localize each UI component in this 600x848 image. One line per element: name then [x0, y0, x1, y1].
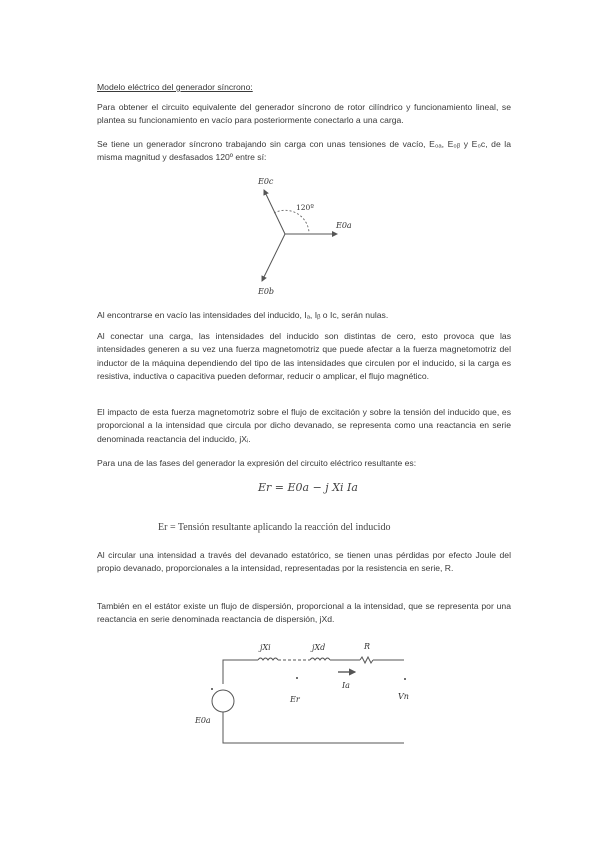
label-jxi: jXi: [260, 643, 271, 652]
paragraph-4: Al conectar una carga, las intensidades del inducido son distintas de cero, esto provoca que las intensidades generen a su vez una fuerza magnetomotriz que puede afectar a la fuerza magnetomotriz del inductor de la máquina dependiendo del tipo de las intensidades que circulen por el inducido, si la carga es resistiva, inductiva o capacitiva pueden deformar, reducir o amplicar, el flujo magnético.: [97, 331, 511, 381]
phasor-label-e0c: E0c: [258, 177, 274, 186]
paragraph-1: Para obtener el circuito equivalente del generador síncrono de rotor cilíndrico y funcionamiento lineal, se plantea su funcionamiento en vacío para posteriormente conectarlo a una carga.: [97, 102, 511, 126]
inductor-jxd: [310, 658, 330, 660]
label-er: Er: [290, 695, 300, 704]
paragraph-2: Se tiene un generador síncrono trabajando sin carga con unas tensiones de vacío, E₀ₐ, E₀ᵦ y E₀c, de la misma magnitud y desfasados 120º entre sí:: [97, 139, 511, 163]
paragraph-5: El impacto de esta fuerza magnetomotriz sobre el flujo de excitación y sobre la tensión del inducido que, es proporcional a la intensidad que circula por dicho devanado, se representa como una reactancia en serie denominada reactancia del inducido, jXᵢ.: [97, 407, 511, 444]
voltage-source: [212, 690, 234, 712]
angle-label: 120º: [296, 203, 314, 212]
inductor-jxi: [258, 658, 278, 660]
paragraph-8: También en el estátor existe un flujo de dispersión, proporcional a la intensidad, que se representa por una reactancia en serie denominada reactancia de dispersión, jXd.: [97, 601, 511, 625]
label-jxd: jXd: [312, 643, 326, 652]
paragraph-6: Para una de las fases del generador la expresión del circuito eléctrico resultante es:: [97, 458, 417, 468]
label-vn: Vn: [398, 692, 409, 701]
section-heading: Modelo eléctrico del generador síncrono:: [97, 82, 253, 92]
resistor-r: [360, 657, 373, 663]
label-e0a: E0a: [195, 716, 211, 725]
phasor-label-e0b: E0b: [258, 287, 275, 296]
paragraph-7: Al circular una intensidad a través del devanado estatórico, se tienen unas pérdidas por efecto Joule del propio devanado, proporcionales a la intensidad, representadas por la resistencia en serie, R.: [97, 550, 511, 574]
label-r: R: [364, 642, 371, 651]
formula-caption: Er = Tensión resultante aplicando la reacción del inducido: [158, 522, 391, 533]
wire-bottom: [223, 712, 404, 743]
phasor-label-e0a: E0a: [336, 221, 352, 230]
label-ia: Ia: [342, 681, 350, 690]
paragraph-3: Al encontrarse en vacío las intensidades del inducido, Iₐ, Iᵦ o Ic, serán nulas.: [97, 310, 389, 320]
wire-top-left: [223, 660, 258, 684]
formula-er: Er = E0a − j Xi Ia: [258, 481, 358, 494]
